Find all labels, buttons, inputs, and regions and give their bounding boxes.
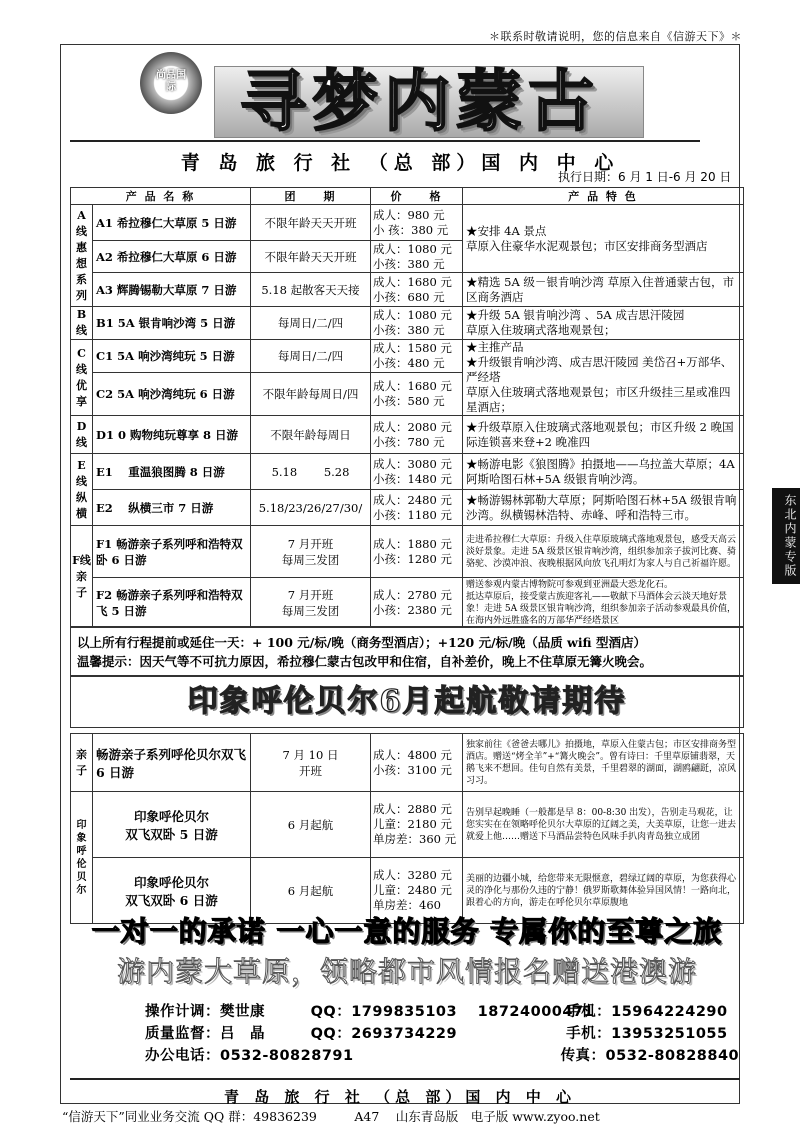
group-label: 亲子 <box>71 734 93 792</box>
price-adult: 成人：3080 元 <box>373 456 452 471</box>
product-table <box>70 187 744 628</box>
price-child: 小孩：1180 元 <box>373 507 452 522</box>
price-adult: 成人：2880 元 <box>373 802 452 816</box>
table-row <box>71 416 744 454</box>
table-row <box>71 792 744 858</box>
product-feature: ★安排 4A 景点 草原入住豪华水泥观景包；市区安排商务型酒店 <box>463 205 744 273</box>
table-row <box>71 307 744 340</box>
product-price <box>371 526 463 578</box>
product-price <box>371 241 463 273</box>
price-child: 小孩：380 元 <box>373 256 445 271</box>
product-period: 不限年龄天天开班 <box>251 241 371 273</box>
price-adult: 成人：2780 元 <box>373 587 452 602</box>
product-price <box>371 454 463 490</box>
product-feature: 告别早起晚睡（一般都是早 8：00-8:30 出发），告别走马观花，让您实实在在领略呼伦贝尔大草原的辽阔之美，大美草原，让您一进去就爱上他……赠送下马酒品尝特色风味手扒肉青岛独立成团 <box>463 792 744 858</box>
price-child: 小孩：780 元 <box>373 434 445 449</box>
price-single-room: 单房差：360 元 <box>373 832 457 846</box>
title-divider <box>70 140 700 142</box>
table-row <box>71 454 744 490</box>
product-name: 印象呼伦贝尔 双飞双卧 5 日游 <box>93 792 251 858</box>
notice-box <box>70 626 744 676</box>
table-header-row <box>71 188 744 205</box>
price-adult: 成人：1880 元 <box>373 536 452 551</box>
price-adult: 成人：4800 元 <box>373 747 452 762</box>
product-name: B1 5A 银肯响沙湾 5 日游 <box>93 307 251 340</box>
footer-info: “信游天下”同业业务交流 QQ 群：49836239 A47 山东青岛版 电子版 www.zyoo.net <box>62 1109 600 1124</box>
product-name: 畅游亲子系列呼伦贝尔双飞 6 日游 <box>93 734 251 792</box>
table-row <box>71 526 744 578</box>
price-child: 小孩：1280 元 <box>373 551 452 566</box>
notice-extension: 以上所有行程提前或延住一天：+ 100 元/标/晚（商务型酒店）；+120 元/标/晚（品质 wifi 型酒店） <box>77 635 647 650</box>
contact-label: 操作计调：樊世康 <box>145 1004 265 1020</box>
product-period: 每周日/二/四 <box>251 340 371 373</box>
page-title: 寻梦内蒙古 <box>240 62 600 140</box>
product-feature: 赠送参观内蒙古博物院可参观到亚洲最大恐龙化石。 抵达草原后，接受蒙古族迎客礼——敬献下马酒体会云淡天地好景象！走进 5A 级景区银肯响沙湾，组织参加亲子活动参观最具价值，在海内外远胜盛名的万部华严经塔景区 <box>463 578 744 628</box>
col-header-period: 团 期 <box>251 188 371 205</box>
contact-quality <box>145 1022 728 1043</box>
table-row <box>71 490 744 526</box>
price-adult: 成人：3280 元 <box>373 868 452 882</box>
col-header-feature: 产 品 特 色 <box>463 188 744 205</box>
price-single-room: 单房差：460 <box>373 898 441 912</box>
product-price <box>371 490 463 526</box>
product-period: 7 月 10 日 开班 <box>251 734 371 792</box>
table-row <box>71 273 744 307</box>
product-period: 5.18 起散客天天接 <box>251 273 371 307</box>
product-period: 5.18/23/26/27/30/ <box>251 490 371 526</box>
product-period: 7 月开班 每周三发团 <box>251 526 371 578</box>
group-label: 印象呼伦贝尔 <box>71 792 93 924</box>
product-period: 7 月开班 每周三发团 <box>251 578 371 628</box>
product-period: 6 月起航 <box>251 858 371 924</box>
price-adult: 成人：1680 元 <box>373 274 452 289</box>
price-adult: 成人：2080 元 <box>373 419 452 434</box>
product-name: 印象呼伦贝尔 双飞双卧 6 日游 <box>93 858 251 924</box>
col-header-price: 价 格 <box>371 188 463 205</box>
slogan-promo: 游内蒙大草原，领略都市风情报名赠送港澳游 <box>116 955 697 988</box>
price-adult: 成人：1580 元 <box>373 340 452 355</box>
product-period: 不限年龄每周日/四 <box>251 372 371 415</box>
product-period: 不限年龄每周日 <box>251 416 371 454</box>
logo-text: 尚品国际 <box>156 70 186 93</box>
contact-label: 质量监督：吕 晶 <box>145 1026 265 1042</box>
contact-qq[interactable]: QQ：2693734229 <box>310 1026 458 1042</box>
contact-phone[interactable]: 手机：13953251055 <box>566 1026 728 1042</box>
product-feature: ★升级草原入住玻璃式落地观景包；市区升级 2 晚国际连锁喜来登+2 晚准四 <box>463 416 744 454</box>
product-name: F2 畅游亲子系列呼和浩特双飞 5 日游 <box>93 578 251 628</box>
table-row <box>71 578 744 628</box>
product-feature: ★畅游锡林郭勒大草原；阿斯哈图石林+5A 级银肯响沙湾。纵横锡林浩特、赤峰、呼和浩特三市。 <box>463 490 744 526</box>
product-price <box>371 416 463 454</box>
product-name: A2 希拉穆仁大草原 6 日游 <box>93 241 251 273</box>
hulunbuir-table <box>70 733 744 924</box>
table-row <box>71 340 744 373</box>
table-row <box>71 205 744 241</box>
product-name: E1 重温狼图腾 8 日游 <box>93 454 251 490</box>
slogan-service: 一对一的承诺 一心一意的服务 专属你的至尊之旅 <box>91 915 723 948</box>
section-tab: 东北内蒙专版 <box>772 488 800 584</box>
office-fax[interactable]: 传真：0532-80828840 <box>560 1048 740 1064</box>
price-adult: 成人：1080 元 <box>373 241 452 256</box>
office-phone[interactable]: 办公电话：0532-80828791 <box>145 1048 354 1064</box>
col-header-product: 产 品 名 称 <box>71 188 251 205</box>
product-feature: ★精选 5A 级－银肯响沙湾 草原入住普通蒙古包，市区商务酒店 <box>463 273 744 307</box>
group-label: F线亲子 <box>71 526 93 628</box>
product-name: E2 纵横三市 7 日游 <box>93 490 251 526</box>
price-child: 小 孩：380 元 <box>373 222 449 237</box>
price-child: 小孩：380 元 <box>373 323 445 337</box>
execution-date: 执行日期：6 月 1 日-6 月 20 日 <box>558 170 732 184</box>
price-child: 小孩：480 元 <box>373 355 445 370</box>
agency-name: 青 岛 旅 行 社 （总 部）国 内 中 心 <box>180 152 620 174</box>
product-period: 6 月起航 <box>251 792 371 858</box>
product-price <box>371 307 463 340</box>
product-feature: ★主推产品 ★升级银肯响沙湾、成吉思汗陵园 美岱召+万部华、严经塔 草原入住玻璃式落地观景包；市区升级挂三星或准四星酒店； <box>463 340 744 416</box>
product-price <box>371 734 463 792</box>
product-price <box>371 205 463 241</box>
product-price <box>371 372 463 415</box>
product-period: 每周日/二/四 <box>251 307 371 340</box>
price-adult: 成人：2480 元 <box>373 492 452 507</box>
group-label: C线优享 <box>71 340 93 416</box>
price-child: 儿童：2480 元 <box>373 883 452 897</box>
product-period: 5.18 5.28 <box>251 454 371 490</box>
product-feature: 独家前往《爸爸去哪儿》拍摄地，草原入住蒙古包；市区安排商务型酒店。赠送“烤全羊”+“篝火晚会”。曾有诗曰：千里草原铺翡翠，天鹅飞来不想回。佳句自然有美景，千里碧翠的湖面，湖鸥翩跹，凉风习习。 <box>463 734 744 792</box>
group-label: D线 <box>71 416 93 454</box>
product-feature: 美丽的边疆小城，给您带来无限惬意，碧绿辽阔的草原，为您获得心灵的净化与那份久违的宁静！俄罗斯歌舞体验异国风情！一路向北，跟着心的方向，游走在呼伦贝尔草原腹地 <box>463 858 744 924</box>
price-adult: 成人：1680 元 <box>373 378 452 393</box>
contact-office <box>145 1044 739 1065</box>
table-row <box>71 734 744 792</box>
product-name: C2 5A 响沙湾纯玩 6 日游 <box>93 372 251 415</box>
price-child: 小孩：580 元 <box>373 393 445 408</box>
product-name: A1 希拉穆仁大草原 5 日游 <box>93 205 251 241</box>
group-label: B线 <box>71 307 93 340</box>
price-child: 小孩：680 元 <box>373 289 445 304</box>
product-price <box>371 273 463 307</box>
price-child: 儿童：2180 元 <box>373 817 452 831</box>
product-name: C1 5A 响沙湾纯玩 5 日游 <box>93 340 251 373</box>
product-feature: 走进希拉穆仁大草原：升级入住草原玻璃式落地观景包，感受天高云淡好景象。走进 5A 级景区银肯响沙湾，组织参加亲子拔河比赛、骑骆驼、沙漠冲浪、夜晚根据风向放飞孔明灯为家人与自己祈福许愿。 <box>463 526 744 578</box>
contact-qq[interactable]: QQ：1799835103 18724000471 <box>310 1004 595 1020</box>
contact-operator <box>145 1000 728 1021</box>
product-price <box>371 578 463 628</box>
footer-agency: 青 岛 旅 行 社 （总 部）国 内 中 心 <box>223 1088 576 1106</box>
product-feature: ★升级 5A 银肯响沙湾 、5A 成吉思汗陵园 草原入住玻璃式落地观景包； <box>463 307 744 340</box>
group-label: A线惠想系列 <box>71 205 93 307</box>
price-adult: 成人：980 元 <box>373 207 445 222</box>
product-name: D1 0 购物纯玩尊享 8 日游 <box>93 416 251 454</box>
notice-warning: 温馨提示：因天气等不可抗力原因，希拉穆仁蒙古包改甲和住宿，自补差价，晚上不住草原无篝火晚会。 <box>77 654 653 669</box>
price-child: 小孩：2380 元 <box>373 602 452 617</box>
product-period: 不限年龄天天开班 <box>251 205 371 241</box>
product-feature: ★畅游电影《狼图腾》拍摄地——乌拉盖大草原；4A 阿斯哈图石林+5A 级银肯响沙湾。 <box>463 454 744 490</box>
price-adult: 成人：1080 元 <box>373 308 452 322</box>
contact-phone[interactable]: 手机：15964224290 <box>566 1004 728 1020</box>
price-child: 小孩：1480 元 <box>373 471 452 486</box>
product-name: A3 辉腾锡勒大草原 7 日游 <box>93 273 251 307</box>
product-price <box>371 792 463 858</box>
product-price <box>371 340 463 373</box>
hulunbuir-banner: 印象呼伦贝尔6月起航敬请期待 <box>70 676 744 728</box>
group-label: E线纵横 <box>71 454 93 526</box>
source-note: ＊联系时敬请说明，您的信息来自《信游天下》＊ <box>489 30 742 43</box>
footer-divider <box>70 1078 740 1080</box>
price-child: 小孩：3100 元 <box>373 762 452 777</box>
product-name: F1 畅游亲子系列呼和浩特双卧 6 日游 <box>93 526 251 578</box>
